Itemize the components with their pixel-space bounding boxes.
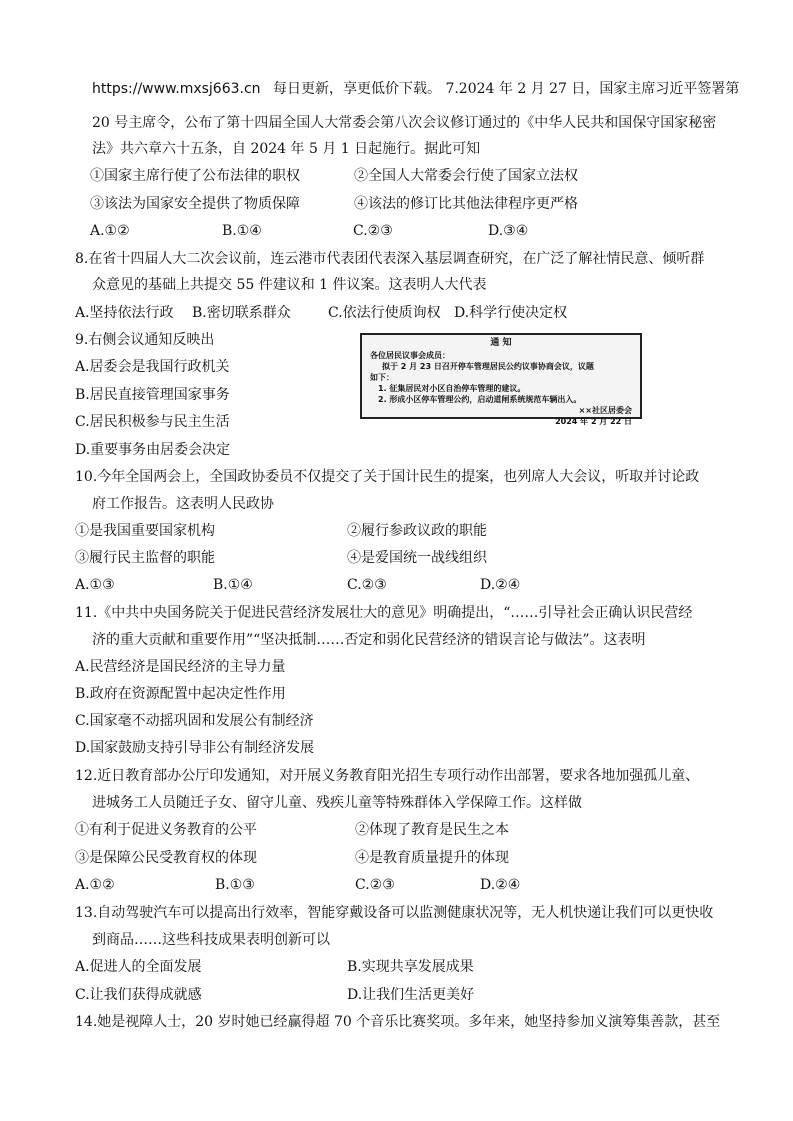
q12-statement-3: ③是保障公民受教育权的体现 bbox=[75, 850, 257, 866]
q9-stem: 9.右侧会议通知反映出 bbox=[75, 332, 215, 348]
q11-option-c[interactable]: C.国家毫不动摇巩固和发展公有制经济 bbox=[75, 713, 314, 729]
q12-stem-line-1: 12.近日教育部办公厅印发通知，对开展义务教育阳光招生专项行动作出部署，要求各地加强孤儿童、 bbox=[75, 768, 700, 784]
q10-option-c[interactable]: C.②③ bbox=[347, 577, 387, 593]
q11-stem-line-2: 济的重大贡献和重要作用”“坚决抵制……否定和弱化民营经济的错误言论与做法”。这表明 bbox=[92, 632, 646, 648]
source-url[interactable]: https://www.mxsj663.cn bbox=[92, 81, 261, 97]
q10-statement-2: ②履行参政议政的职能 bbox=[347, 523, 487, 539]
q7-statement-3: ③该法为国家安全提供了物质保障 bbox=[90, 196, 300, 212]
q12-option-b[interactable]: B.①③ bbox=[215, 877, 255, 893]
q8-option-c[interactable]: C.依法行使质询权 bbox=[328, 305, 441, 321]
q7-option-d[interactable]: D.③④ bbox=[488, 223, 529, 239]
q10-stem-line-2: 府工作报告。这表明人民政协 bbox=[92, 496, 274, 512]
notice-line-3: 如下： bbox=[370, 373, 394, 382]
q10-option-d[interactable]: D.②④ bbox=[480, 577, 521, 593]
q8-option-a[interactable]: A.坚持依法行政 bbox=[75, 305, 174, 321]
q13-stem-line-1: 13.自动驾驶汽车可以提高出行效率，智能穿戴设备可以监测健康状况等，无人机快递让我们可以更快收 bbox=[75, 905, 714, 921]
q12-option-c[interactable]: C.②③ bbox=[355, 877, 395, 893]
q11-option-d[interactable]: D.国家鼓励支持引导非公有制经济发展 bbox=[75, 740, 315, 756]
q9-option-c[interactable]: C.居民积极参与民主生活 bbox=[75, 414, 230, 430]
q13-option-d[interactable]: D.让我们生活更美好 bbox=[347, 987, 475, 1003]
q12-statement-1: ①有利于促进义务教育的公平 bbox=[75, 822, 257, 838]
q7-option-a[interactable]: A.①② bbox=[90, 223, 130, 239]
q7-statement-2: ②全国人大常委会行使了国家立法权 bbox=[354, 168, 578, 184]
q7-stem-line-3: 法》共六章六十五条，自 2024 年 5 月 1 日起施行。据此可知 bbox=[92, 141, 481, 157]
q13-option-a[interactable]: A.促进人的全面发展 bbox=[75, 959, 202, 975]
q10-stem-line-1: 10.今年全国两会上，全国政协委员不仅提交了关于国计民生的提案，也列席人大会议，听取并讨论政 bbox=[75, 469, 700, 485]
q11-stem-line-1: 11.《中共中央国务院关于促进民营经济发展壮大的意见》明确提出，“……引导社会正确认识民营经 bbox=[75, 605, 693, 621]
header-line bbox=[92, 79, 739, 99]
q7-stem-start: 7.2024 年 2 月 27 日，国家主席习近平签署第 bbox=[445, 81, 740, 97]
notice-title: 通 知 bbox=[490, 338, 512, 348]
q12-option-a[interactable]: A.①② bbox=[75, 877, 115, 893]
q8-option-b[interactable]: B.密切联系群众 bbox=[192, 305, 291, 321]
notice-date: 2024 年 2 月 22 日 bbox=[555, 417, 632, 426]
notice-signature: ××社区居委会 bbox=[578, 406, 632, 415]
notice-line-4: 1. 征集居民对小区自治停车管理的建议。 bbox=[378, 384, 526, 393]
q10-statement-4: ④是爱国统一战线组织 bbox=[347, 550, 487, 566]
q7-statement-4: ④该法的修订比其他法律程序更严格 bbox=[354, 196, 578, 212]
q12-stem-line-2: 进城务工人员随迁子女、留守儿童、残疾儿童等特殊群体入学保障工作。这样做 bbox=[92, 795, 582, 811]
q12-option-d[interactable]: D.②④ bbox=[480, 877, 521, 893]
q10-statement-1: ①是我国重要国家机构 bbox=[75, 523, 215, 539]
q10-statement-3: ③履行民主监督的职能 bbox=[75, 550, 215, 566]
notice-line-2: 拟于 2 月 23 日召开停车管理居民公约议事协商会议，议题 bbox=[382, 362, 594, 371]
q12-statement-2: ②体现了教育是民生之本 bbox=[355, 822, 509, 838]
q13-option-c[interactable]: C.让我们获得成就感 bbox=[75, 987, 202, 1003]
q7-option-b[interactable]: B.①④ bbox=[222, 223, 262, 239]
q10-option-b[interactable]: B.①④ bbox=[213, 577, 253, 593]
q7-statement-1: ①国家主席行使了公布法律的职权 bbox=[90, 168, 300, 184]
q8-stem-line-2: 众意见的基础上共提交 55 件建议和 1 件议案。这表明人大代表 bbox=[92, 277, 487, 293]
q7-option-c[interactable]: C.②③ bbox=[353, 223, 393, 239]
q12-statement-4: ④是教育质量提升的体现 bbox=[355, 850, 509, 866]
q8-option-d[interactable]: D.科学行使决定权 bbox=[454, 305, 568, 321]
q14-stem-line-1: 14.她是视障人士，20 岁时她已经赢得超 70 个音乐比赛奖项。多年来，她坚持参加义演筹集善款，甚至 bbox=[75, 1014, 721, 1030]
promo-text: 每日更新，享更低价下载。 bbox=[273, 81, 441, 97]
q11-option-b[interactable]: B.政府在资源配置中起决定性作用 bbox=[75, 686, 286, 702]
q13-stem-line-2: 到商品……这些科技成果表明创新可以 bbox=[92, 932, 330, 948]
q9-option-d[interactable]: D.重要事务由居委会决定 bbox=[75, 442, 231, 458]
q8-stem-line-1: 8.在省十四届人大二次会议前，连云港市代表团代表深入基层调查研究，在广泛了解社情民意、倾听群 bbox=[75, 251, 705, 267]
notice-line-5: 2. 形成小区停车管理公约，启动道闸系统规范车辆出入。 bbox=[378, 395, 582, 404]
notice-line-1: 各位居民议事会成员： bbox=[370, 351, 450, 360]
q10-option-a[interactable]: A.①③ bbox=[75, 577, 115, 593]
q9-option-a[interactable]: A.居委会是我国行政机关 bbox=[75, 359, 230, 375]
q9-option-b[interactable]: B.居民直接管理国家事务 bbox=[75, 387, 230, 403]
q7-stem-line-2: 20 号主席令，公布了第十四届全国人大常委会第八次会议修订通过的《中华人民共和国保守国家秘密 bbox=[92, 115, 717, 131]
q11-option-a[interactable]: A.民营经济是国民经济的主导力量 bbox=[75, 659, 286, 675]
meeting-notice-image bbox=[360, 333, 642, 426]
q13-option-b[interactable]: B.实现共享发展成果 bbox=[347, 959, 474, 975]
